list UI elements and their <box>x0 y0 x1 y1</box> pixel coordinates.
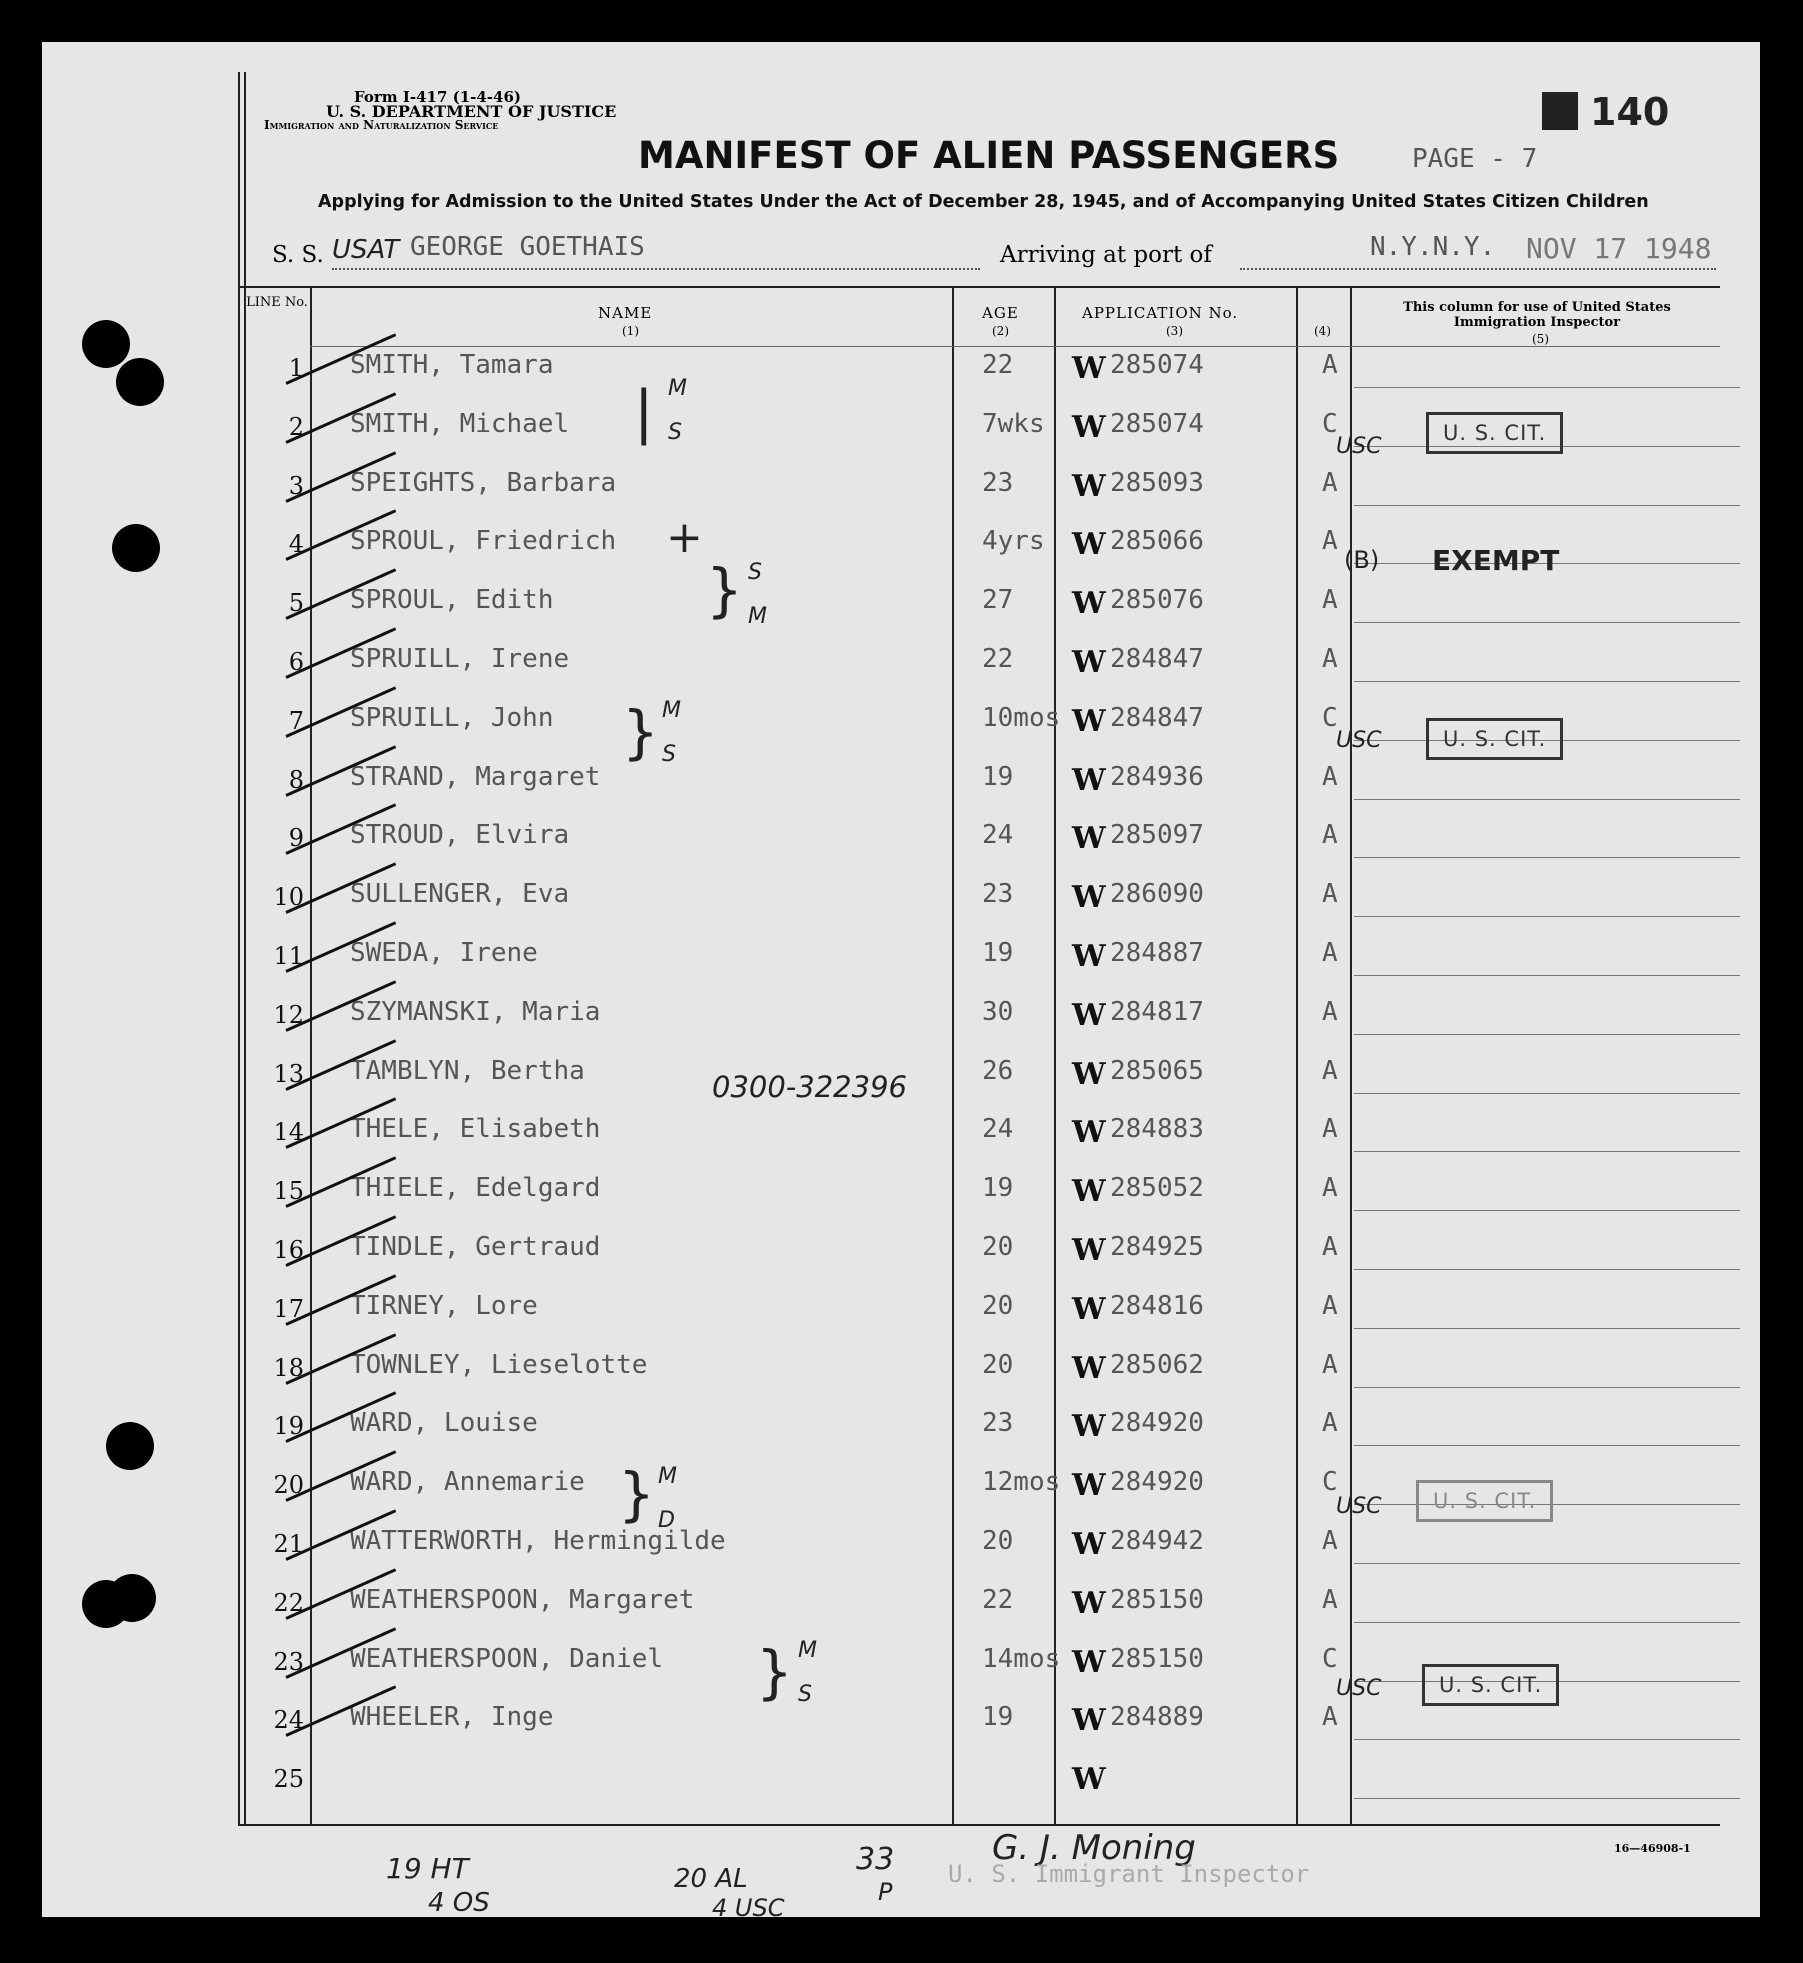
line-number: 8 <box>288 765 304 794</box>
col-header-name-num: (1) <box>622 324 639 338</box>
class-code: A <box>1322 938 1338 968</box>
application-number: 285074 <box>1110 350 1204 380</box>
line-number: 2 <box>288 412 304 441</box>
usc-note-23: USC <box>1336 1676 1382 1701</box>
application-prefix: W <box>1072 1644 1106 1680</box>
application-prefix: W <box>1072 880 1106 916</box>
bracket-4-5: } <box>706 556 743 624</box>
passenger-name: SPRUILL, Irene <box>350 644 570 674</box>
application-prefix: W <box>1072 1585 1106 1621</box>
ship-dotted-line <box>332 268 980 270</box>
application-prefix: W <box>1072 939 1106 974</box>
service: Immigration and Naturalization Service <box>264 118 499 132</box>
col-header-age: AGE <box>982 304 1019 322</box>
application-prefix: W <box>1072 1233 1106 1268</box>
passenger-name: WARD, Louise <box>350 1408 538 1439</box>
passenger-age: 22 <box>982 644 1014 674</box>
usc-note-7: USC <box>1336 728 1382 753</box>
class-code: A <box>1322 1173 1338 1204</box>
application-prefix: W <box>1072 1056 1106 1092</box>
rel-m-22: M <box>798 1638 817 1663</box>
binder-hole-6 <box>108 1574 156 1622</box>
line-number: 18 <box>273 1353 304 1382</box>
passenger-age: 22 <box>982 1584 1014 1615</box>
application-prefix: W <box>1072 1174 1106 1210</box>
passenger-name: SULLENGER, Eva <box>350 879 570 910</box>
bracket-22-23: } <box>756 1638 793 1706</box>
col-header-inspector-num: (5) <box>1532 332 1549 346</box>
application-number: 284817 <box>1110 996 1204 1027</box>
line-number: 1 <box>288 354 304 382</box>
application-number: 284942 <box>1110 1526 1204 1556</box>
passenger-age: 23 <box>982 1408 1014 1439</box>
form-code: 16—46908-1 <box>1614 1842 1691 1855</box>
page-label: PAGE - 7 <box>1412 144 1538 174</box>
application-prefix: W <box>1072 1703 1106 1739</box>
col-header-line: LINE No. <box>246 295 308 310</box>
page-number: 140 <box>1590 90 1670 134</box>
class-code: A <box>1322 526 1338 557</box>
application-prefix: W <box>1072 1527 1106 1562</box>
page-title: MANIFEST OF ALIEN PASSENGERS <box>638 134 1340 177</box>
ship-prefix: USAT <box>332 235 400 265</box>
col-header-inspector: This column for use of United States Immigration Inspector <box>1403 300 1671 330</box>
application-number: 284889 <box>1110 1702 1204 1733</box>
line-number: 16 <box>273 1236 304 1264</box>
bracket-1-2: | <box>634 378 654 446</box>
form-number: Form I-417 (1-4-46) <box>354 88 521 106</box>
line-number: 13 <box>273 1059 304 1088</box>
class-code: A <box>1322 1584 1338 1615</box>
application-prefix: W <box>1072 997 1106 1033</box>
us-cit-stamp-2: U. S. CIT. <box>1426 412 1563 454</box>
line-number: 19 <box>273 1412 304 1441</box>
passenger-age: 20 <box>982 1349 1014 1380</box>
application-prefix: W <box>1072 1291 1106 1327</box>
class-code: C <box>1322 1467 1338 1498</box>
table-row <box>42 1212 1760 1270</box>
class-code: A <box>1322 996 1338 1027</box>
binder-hole-3 <box>112 524 160 572</box>
line-number: 6 <box>288 648 304 676</box>
passenger-age: 30 <box>982 996 1014 1027</box>
passenger-name: WEATHERSPOON, Daniel <box>350 1643 664 1674</box>
class-code: A <box>1322 1702 1338 1733</box>
us-cit-stamp-7: U. S. CIT. <box>1426 718 1563 760</box>
table-row <box>42 1741 1760 1799</box>
class-code: C <box>1322 1643 1338 1674</box>
class-code: A <box>1322 1526 1338 1556</box>
application-number: 284816 <box>1110 1290 1204 1321</box>
application-prefix: W <box>1072 1350 1106 1386</box>
passenger-name: THELE, Elisabeth <box>350 1114 601 1145</box>
class-code: A <box>1322 879 1338 910</box>
line-number: 24 <box>273 1706 304 1735</box>
inspector-signature: G. J. Moning <box>992 1828 1196 1868</box>
application-prefix: W <box>1072 1409 1106 1445</box>
class-code: A <box>1322 467 1338 498</box>
passenger-age: 19 <box>982 938 1014 968</box>
tally-4: 4 USC <box>712 1894 785 1922</box>
tally-1: 19 HT <box>386 1852 469 1885</box>
line-number: 11 <box>273 942 304 970</box>
passenger-name: SPRUILL, John <box>350 702 554 733</box>
class-code: A <box>1322 1408 1338 1439</box>
class-code: A <box>1322 820 1338 851</box>
line-number: 5 <box>288 589 304 618</box>
table-row <box>42 918 1760 976</box>
port-dotted-line <box>1240 268 1716 270</box>
passenger-age: 23 <box>982 879 1014 910</box>
passenger-age: 24 <box>982 820 1014 851</box>
table-row <box>42 800 1760 858</box>
class-code: A <box>1322 644 1338 674</box>
passenger-name: STRAND, Margaret <box>350 761 601 792</box>
col-header-application: APPLICATION No. <box>1082 304 1239 322</box>
application-number: 285076 <box>1110 585 1204 616</box>
passenger-age: 22 <box>982 350 1014 380</box>
line-number: 25 <box>273 1765 304 1794</box>
ship-name: GEORGE GOETHAIS <box>410 232 645 262</box>
application-number: 285066 <box>1110 526 1204 557</box>
passenger-age: 19 <box>982 761 1014 792</box>
line-number: 22 <box>273 1588 304 1617</box>
passenger-name: SMITH, Tamara <box>350 350 554 380</box>
application-number: 285150 <box>1110 1643 1204 1674</box>
class-code: C <box>1322 408 1338 439</box>
application-prefix: W <box>1072 1762 1106 1798</box>
application-number: 286090 <box>1110 879 1204 910</box>
passenger-age: 20 <box>982 1290 1014 1321</box>
port-value: N.Y.N.Y. <box>1370 232 1496 262</box>
line-number: 15 <box>273 1177 304 1206</box>
table-row <box>42 624 1760 682</box>
rel-d-20: D <box>658 1508 675 1533</box>
manifest-sheet <box>42 42 1760 1922</box>
application-prefix: W <box>1072 351 1106 386</box>
passenger-age: 23 <box>982 467 1014 498</box>
tally-5: 33 <box>856 1842 895 1877</box>
passenger-name: TIRNEY, Lore <box>350 1290 538 1321</box>
application-prefix: W <box>1072 468 1106 504</box>
binder-hole-2 <box>116 358 164 406</box>
application-number: 284925 <box>1110 1232 1204 1262</box>
passenger-name: SZYMANSKI, Maria <box>350 996 601 1027</box>
line-number: 23 <box>273 1647 304 1676</box>
table-row <box>42 330 1760 388</box>
rel-m-1: M <box>668 376 687 401</box>
application-number: 285150 <box>1110 1584 1204 1615</box>
class-code: A <box>1322 1232 1338 1262</box>
passenger-age: 26 <box>982 1055 1014 1086</box>
passenger-name: WEATHERSPOON, Margaret <box>350 1584 695 1615</box>
line-number: 21 <box>273 1530 304 1558</box>
bracket-19-20: } <box>618 1460 655 1528</box>
department: U. S. DEPARTMENT OF JUSTICE <box>326 102 617 121</box>
passenger-name: SPEIGHTS, Barbara <box>350 467 617 498</box>
table-row <box>42 1565 1760 1623</box>
passenger-age: 4yrs <box>982 526 1045 557</box>
application-number: 284920 <box>1110 1408 1204 1439</box>
rel-m-5: M <box>748 604 767 629</box>
application-number: 284847 <box>1110 644 1204 674</box>
passenger-age: 27 <box>982 585 1014 616</box>
passenger-age: 10mos <box>982 702 1061 733</box>
line-number: 9 <box>288 824 304 853</box>
application-number: 284887 <box>1110 938 1204 968</box>
usc-note-2: USC <box>1336 434 1382 459</box>
exempt-stamp: EXEMPT <box>1432 544 1560 577</box>
class-code: A <box>1322 585 1338 616</box>
application-number: 285062 <box>1110 1349 1204 1380</box>
passenger-name: SPROUL, Friedrich <box>350 526 617 557</box>
application-number: 285097 <box>1110 820 1204 851</box>
passenger-name: SPROUL, Edith <box>350 585 554 616</box>
rel-s-4: S <box>748 560 762 585</box>
us-cit-stamp-20: U. S. CIT. <box>1416 1480 1553 1522</box>
line-number: 3 <box>288 471 304 500</box>
application-prefix: W <box>1072 1468 1106 1504</box>
tally-2: 4 OS <box>428 1888 490 1918</box>
rel-s-23: S <box>798 1682 812 1707</box>
application-prefix: W <box>1072 409 1106 445</box>
application-number: 284883 <box>1110 1114 1204 1145</box>
class-code: A <box>1322 761 1338 792</box>
line-number: 14 <box>273 1118 304 1147</box>
application-number: 284936 <box>1110 761 1204 792</box>
passenger-age: 19 <box>982 1173 1014 1204</box>
row-rule <box>1354 1798 1740 1799</box>
binder-hole-4 <box>106 1422 154 1470</box>
line-number: 4 <box>288 530 304 559</box>
passenger-name: TAMBLYN, Bertha <box>350 1055 585 1086</box>
table-row <box>42 859 1760 917</box>
passenger-age: 12mos <box>982 1467 1061 1498</box>
passenger-age: 7wks <box>982 408 1045 439</box>
passenger-age: 14mos <box>982 1643 1061 1674</box>
binder-hole-1 <box>82 320 130 368</box>
class-code: A <box>1322 1349 1338 1380</box>
passenger-name: THIELE, Edelgard <box>350 1173 601 1204</box>
table-row <box>42 1271 1760 1329</box>
table-row <box>42 1388 1760 1446</box>
class-code: C <box>1322 702 1338 733</box>
application-prefix: W <box>1072 762 1106 798</box>
application-number: 284920 <box>1110 1467 1204 1498</box>
col-header-name: NAME <box>598 304 653 322</box>
cross-mark: + <box>666 512 703 563</box>
passenger-name: SWEDA, Irene <box>350 938 538 968</box>
b-mark: (B) <box>1344 546 1380 574</box>
line-number: 10 <box>273 883 304 912</box>
application-prefix: W <box>1072 586 1106 622</box>
tally-6: P <box>878 1878 893 1906</box>
passenger-name: SMITH, Michael <box>350 408 570 439</box>
ship-label: S. S. <box>272 242 324 268</box>
rel-m-19: M <box>658 1464 677 1489</box>
arrival-date-stamp: NOV 17 1948 <box>1526 232 1712 265</box>
application-prefix: W <box>1072 645 1106 680</box>
passenger-age: 20 <box>982 1526 1014 1556</box>
page-number-mark <box>1542 92 1578 130</box>
passenger-age: 20 <box>982 1232 1014 1262</box>
passenger-name: WATTERWORTH, Hermingilde <box>350 1526 726 1556</box>
passenger-name: WHEELER, Inge <box>350 1702 554 1733</box>
rel-m-6: M <box>662 698 681 723</box>
col-header-age-num: (2) <box>992 324 1009 338</box>
rel-s-2: S <box>668 420 682 445</box>
usc-note-20: USC <box>1336 1494 1382 1519</box>
tally-3: 20 AL <box>674 1864 748 1894</box>
passenger-name: TOWNLEY, Lieselotte <box>350 1349 648 1380</box>
class-code: A <box>1322 1114 1338 1145</box>
class-code: A <box>1322 1055 1338 1086</box>
passenger-age: 19 <box>982 1702 1014 1733</box>
table-bottom-rule <box>238 1824 1720 1826</box>
passenger-name: TINDLE, Gertraud <box>350 1232 601 1262</box>
col-header-application-num: (3) <box>1166 324 1183 338</box>
line-number: 12 <box>273 1000 304 1029</box>
application-number: 285052 <box>1110 1173 1204 1204</box>
inspector-label: U. S. Immigrant Inspector <box>948 1860 1310 1888</box>
passenger-name: WARD, Annemarie <box>350 1467 585 1498</box>
line-number: 7 <box>288 706 304 735</box>
application-number: 285065 <box>1110 1055 1204 1086</box>
application-prefix: W <box>1072 703 1106 739</box>
line-number: 17 <box>273 1294 304 1323</box>
application-number: 285074 <box>1110 408 1204 439</box>
port-label: Arriving at port of <box>1000 242 1212 268</box>
application-prefix: W <box>1072 527 1106 563</box>
class-code: A <box>1322 1290 1338 1321</box>
application-number: 285093 <box>1110 467 1204 498</box>
table-row <box>42 1153 1760 1211</box>
col-header-col4-num: (4) <box>1314 324 1331 338</box>
table-row <box>42 977 1760 1035</box>
class-code: A <box>1322 350 1338 380</box>
application-prefix: W <box>1072 821 1106 857</box>
line-number: 20 <box>273 1471 304 1500</box>
page-subtitle: Applying for Admission to the United States Under the Act of December 28, 1945, and of Accompanying United States Citizen Children <box>318 192 1649 212</box>
us-cit-stamp-23: U. S. CIT. <box>1422 1664 1559 1706</box>
file-number: 0300-322396 <box>712 1070 907 1104</box>
bracket-6-7: } <box>622 698 659 766</box>
application-number: 284847 <box>1110 702 1204 733</box>
table-top-rule <box>238 286 1720 288</box>
passenger-age: 24 <box>982 1114 1014 1145</box>
rel-s-7: S <box>662 742 676 767</box>
application-prefix: W <box>1072 1115 1106 1151</box>
passenger-name: STROUD, Elvira <box>350 820 570 851</box>
